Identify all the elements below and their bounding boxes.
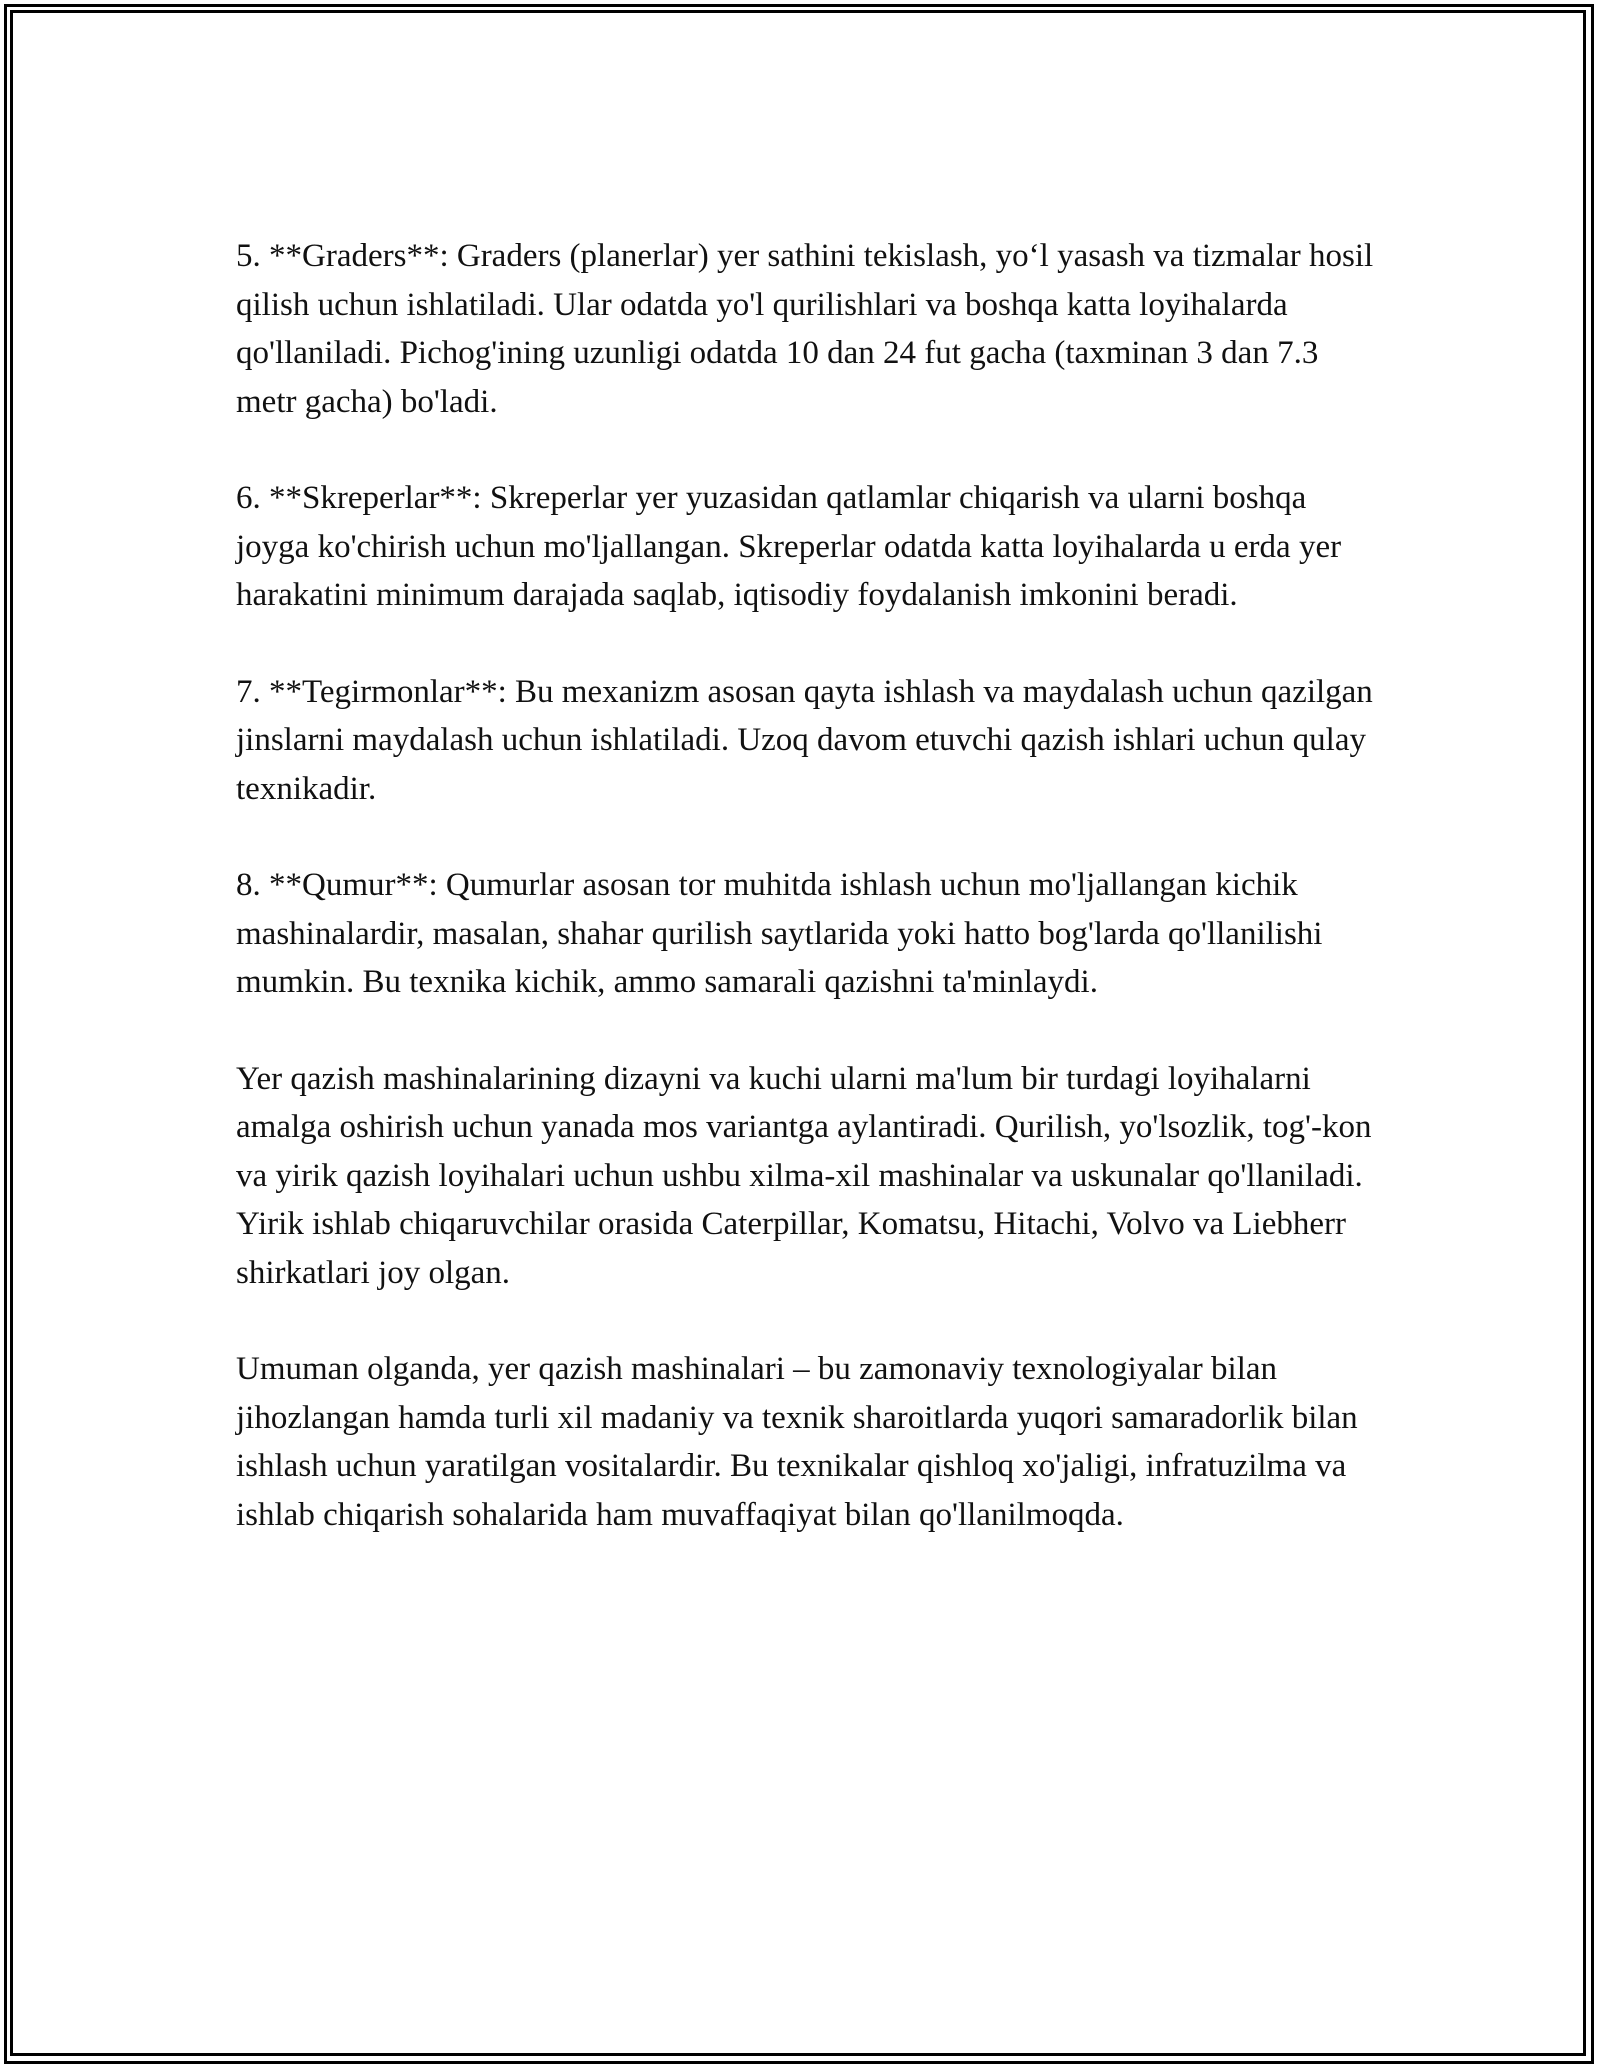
paragraph-conclusion: Umuman olganda, yer qazish mashinalari – bu zamonaviy texnologiyalar bilan jihozlangan hamda turli xil madaniy va texnik sharoitlarda yuqori samaradorlik bilan ishlash uchun yaratilgan vositalardir. Bu texnikalar qishloq xo'jaligi, infratuzilma va ishlab chiqarish sohalarida ham muvaffaqiyat bilan qo'llanilmoqda. (236, 1351, 1358, 1533)
paragraph-tegirmonlar: 7. **Tegirmonlar**: Bu mexanizm asosan qayta ishlash va maydalash uchun qazilgan jinslarni maydalash uchun ishlatiladi. Uzoq davom etuvchi qazish ishlari uchun qulay texnikadir. (236, 673, 1373, 807)
paragraph-design-summary: Yer qazish mashinalarining dizayni va kuchi ularni ma'lum bir turdagi loyihalarni amalga oshirish uchun yanada mos variantga aylantiradi. Qurilish, yo'lsozlik, tog'-kon va yirik qazish loyihalari uchun ushbu xilma-xil mashinalar va uskunalar qo'llaniladi. Yirik ishlab chiqaruvchilar orasida Caterpillar, Komatsu, Hitachi, Volvo va Liebherr shirkatlari joy olgan. (236, 1060, 1372, 1291)
paragraph-qumur: 8. **Qumur**: Qumurlar asosan tor muhitda ishlash uchun mo'ljallangan kichik mashinalardir, masalan, shahar qurilish saytlarida yoki hatto bog'larda qo'llanilishi mumkin. Bu texnika kichik, ammo samarali qazishni ta'minlaydi. (236, 867, 1323, 1000)
paragraph-graders: 5. **Graders**: Graders (planerlar) yer sathini tekislash, yo‘l yasash va tizmalar hosil qilish uchun ishlatiladi. Ular odatda yo'l qurilishlari va boshqa katta loyihalarda qo'llaniladi. Pichog'ining uzunligi odatda 10 dan 24 fut gacha (taxminan 3 dan 7.3 metr gacha) bo'ladi. (236, 238, 1374, 420)
paragraph-skreperlar: 6. **Skreperlar**: Skreperlar yer yuzasidan qatlamlar chiqarish va ularni boshqa joyga ko'chirish uchun mo'ljallangan. Skreperlar odatda katta loyihalarda u erda yer harakatini minimum darajada saqlab, iqtisodiy foydalanish imkonini beradi. (236, 480, 1342, 613)
document-body (236, 232, 1376, 1587)
